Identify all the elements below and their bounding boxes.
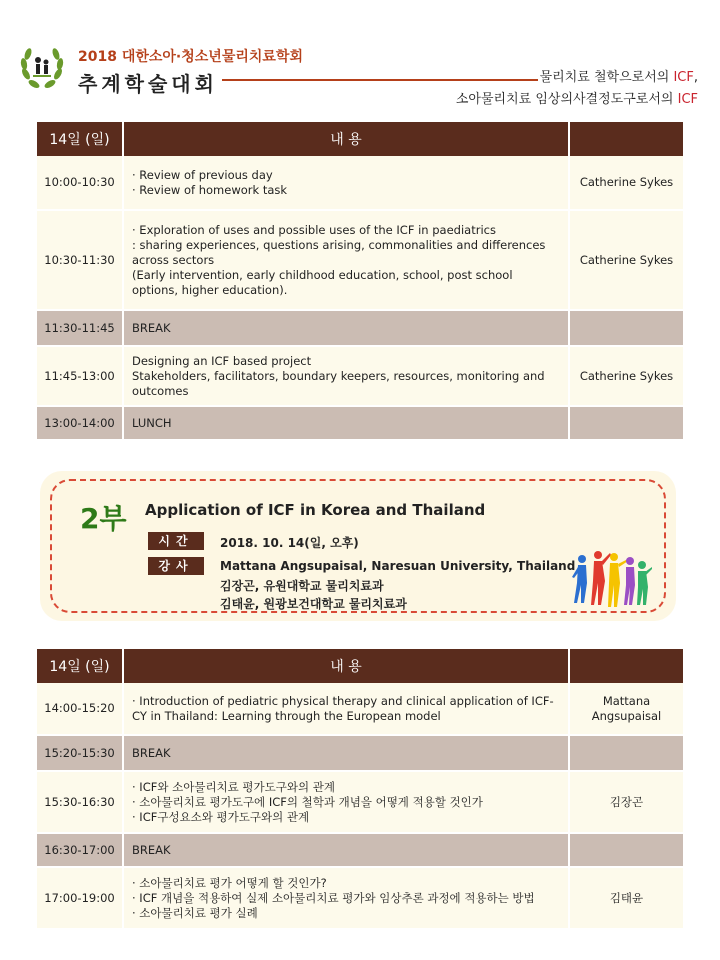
part2-title: Application of ICF in Korea and Thailand xyxy=(145,501,486,519)
time-cell: 11:45-13:00 xyxy=(37,346,123,406)
content-cell xyxy=(123,406,569,440)
speaker-cell: 김태윤 xyxy=(569,867,683,929)
content-cell xyxy=(123,210,569,310)
content-line: · ICF 개념을 적용하여 실제 소아물리치료 평가와 임상추론 과정에 적용하는 방법 xyxy=(132,890,535,905)
part2-info-box xyxy=(40,471,676,621)
date-header: 14일 (일) xyxy=(37,122,123,156)
content-line: Designing an ICF based project xyxy=(132,353,312,368)
content-line: · 소아물리치료 평가 어떻게 할 것인가? xyxy=(132,875,327,890)
table-row xyxy=(37,867,683,929)
time-cell: 15:20-15:30 xyxy=(37,735,123,771)
content-line: · ICF와 소아물리치료 평가도구와의 관계 xyxy=(132,779,335,794)
date-header: 14일 (일) xyxy=(37,649,123,683)
time-cell: 10:00-10:30 xyxy=(37,156,123,210)
schedule-body-part1 xyxy=(37,156,683,440)
time-cell: 13:00-14:00 xyxy=(37,406,123,440)
time-cell: 14:00-15:20 xyxy=(37,683,123,735)
content-line: · ICF구성요소와 평가도구와의 관계 xyxy=(132,809,310,824)
content-cell xyxy=(123,735,569,771)
speaker-cell xyxy=(569,310,683,346)
schedule-table-part1 xyxy=(37,122,683,441)
speaker-header xyxy=(569,122,683,156)
page-header xyxy=(0,0,720,110)
content-line: BREAK xyxy=(132,842,171,857)
table-row xyxy=(37,310,683,346)
content-cell xyxy=(123,346,569,406)
speaker-cell: Catherine Sykes xyxy=(569,156,683,210)
content-line: (Early intervention, early childhood education, school, post school options, higher education). xyxy=(132,267,513,297)
time-value: 2018. 10. 14(일, 오후) xyxy=(220,536,359,550)
table-row xyxy=(37,346,683,406)
speaker-cell: Catherine Sykes xyxy=(569,210,683,310)
content-line: · Review of homework task xyxy=(132,182,288,197)
content-line: · Exploration of uses and possible uses of the ICF in paediatrics xyxy=(132,222,496,237)
speaker-3: 김태윤, 원광보건대학교 물리치료과 xyxy=(220,597,407,611)
subtitle-line-1: 물리치료 철학으로서의 ICF, xyxy=(539,70,698,85)
society-logo-icon xyxy=(18,44,66,92)
schedule-body-part2 xyxy=(37,683,683,929)
time-cell: 16:30-17:00 xyxy=(37,833,123,867)
table-row xyxy=(37,833,683,867)
time-cell: 17:00-19:00 xyxy=(37,867,123,929)
content-cell xyxy=(123,310,569,346)
content-line: · 소아물리치료 평가도구에 ICF의 철학과 개념을 어떻게 적용할 것인가 xyxy=(132,794,483,809)
content-line: BREAK xyxy=(132,745,171,760)
speaker-cell xyxy=(569,406,683,440)
speaker-cell xyxy=(569,735,683,771)
schedule-table-part2 xyxy=(37,649,683,930)
speaker-tag: 강사 xyxy=(148,557,204,575)
content-line: · Introduction of pediatric physical therapy and clinical application of ICF-CY in Thailand: Learning through the European model xyxy=(132,693,554,723)
dancing-children-icon xyxy=(572,547,652,609)
time-cell: 11:30-11:45 xyxy=(37,310,123,346)
content-line: Stakeholders, facilitators, boundary keepers, resources, monitoring and outcomes xyxy=(132,368,545,398)
content-line: · Review of previous day xyxy=(132,167,273,182)
content-header: 내 용 xyxy=(123,649,569,683)
table-row xyxy=(37,735,683,771)
table-header-row xyxy=(37,649,683,683)
table-header-row xyxy=(37,122,683,156)
speaker-header xyxy=(569,649,683,683)
content-cell xyxy=(123,156,569,210)
speaker-cell: 김장곤 xyxy=(569,771,683,833)
content-cell xyxy=(123,867,569,929)
time-cell: 10:30-11:30 xyxy=(37,210,123,310)
table-row xyxy=(37,156,683,210)
subtitle-line-2: 소아물리치료 임상의사결정도구로서의 ICF xyxy=(455,92,698,107)
table-row xyxy=(37,771,683,833)
table-row xyxy=(37,406,683,440)
header-divider xyxy=(222,79,538,81)
content-line: LUNCH xyxy=(132,415,172,430)
speaker-cell xyxy=(569,833,683,867)
speaker-cell: Mattana Angsupaisal xyxy=(569,683,683,735)
content-cell xyxy=(123,683,569,735)
conference-name: 추계학술대회 xyxy=(78,72,218,96)
table-row xyxy=(37,210,683,310)
content-header: 내 용 xyxy=(123,122,569,156)
content-line: : sharing experiences, questions arising, commonalities and differences across sectors xyxy=(132,237,546,267)
time-tag: 시간 xyxy=(148,532,204,550)
content-line: BREAK xyxy=(132,320,171,335)
speaker-1: Mattana Angsupaisal, Naresuan University, Thailand xyxy=(220,559,576,573)
speaker-cell: Catherine Sykes xyxy=(569,346,683,406)
speaker-2: 김장곤, 유원대학교 물리치료과 xyxy=(220,579,384,593)
content-line: · 소아물리치료 평가 실례 xyxy=(132,905,258,920)
part2-number: 2부 xyxy=(80,502,127,535)
time-cell: 15:30-16:30 xyxy=(37,771,123,833)
table-row xyxy=(37,683,683,735)
content-cell xyxy=(123,771,569,833)
content-cell xyxy=(123,833,569,867)
conference-year-title: 2018 대한소아·청소년물리치료학회 xyxy=(78,49,303,65)
